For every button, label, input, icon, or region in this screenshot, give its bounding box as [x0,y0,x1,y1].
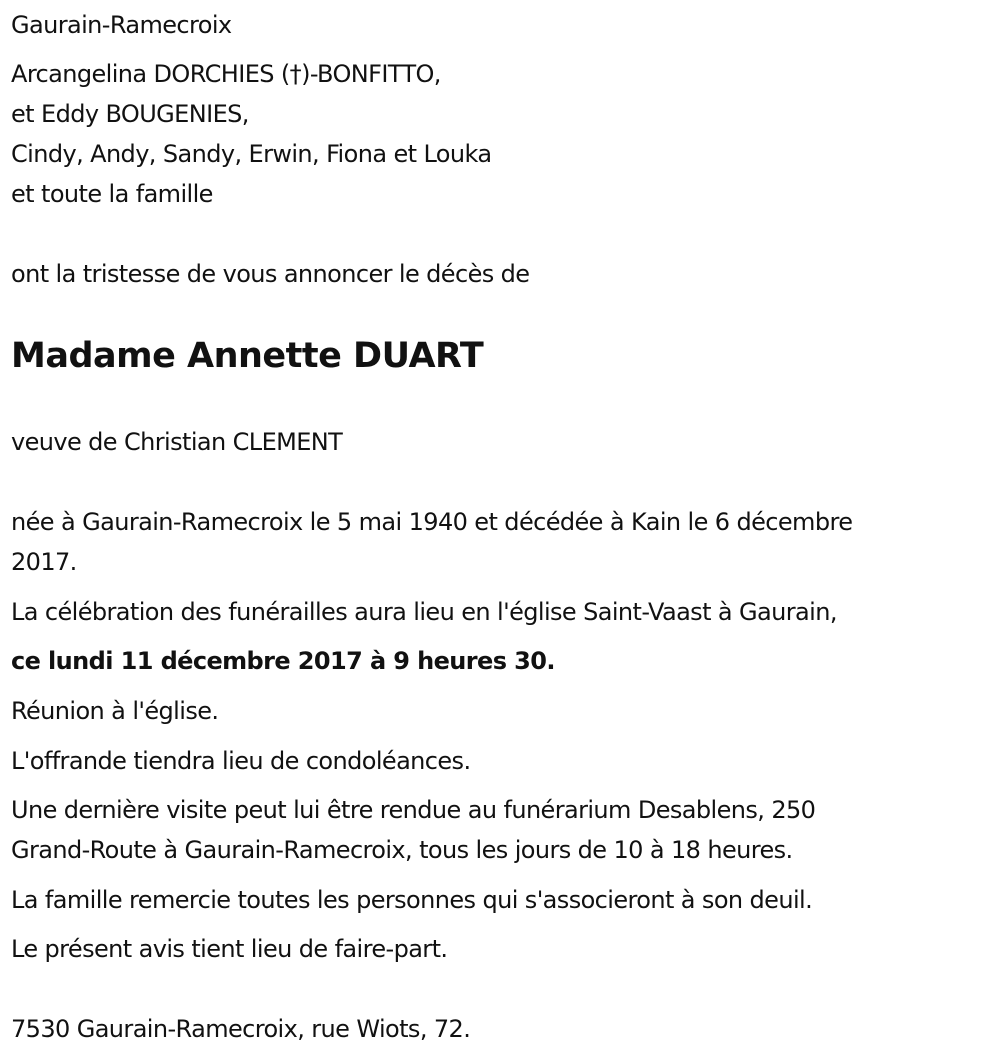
notice-statement-text: Le présent avis tient lieu de faire-part. [11,935,448,963]
birth-death-text: 2017. [11,548,77,576]
thanks-text: La famille remercie toutes les personnes qui s'associeront à son deuil. [11,886,813,914]
gathering-text: Réunion à l'église. [11,697,219,725]
widow-of-text: veuve de Christian CLEMENT [11,428,343,456]
offering-text: L'offrande tiendra lieu de condoléances. [11,747,471,775]
announcement-text: ont la tristesse de vous annoncer le décès de [11,260,530,288]
visit-text: Une dernière visite peut lui être rendue au funérarium Desablens, 250 [11,796,816,824]
funeral-datetime-text: ce lundi 11 décembre 2017 à 9 heures 30. [11,647,555,675]
address-text: 7530 Gaurain-Ramecroix, rue Wiots, 72. [11,1015,471,1043]
funeral-location-text: La célébration des funérailles aura lieu en l'église Saint-Vaast à Gaurain, [11,598,837,626]
deceased-name: Madame Annette DUART [11,336,484,376]
family-line: et Eddy BOUGENIES, [11,100,249,128]
family-line: Cindy, Andy, Sandy, Erwin, Fiona et Louka [11,140,492,168]
birth-death-text: née à Gaurain-Ramecroix le 5 mai 1940 et décédée à Kain le 6 décembre [11,508,853,536]
location-header: Gaurain-Ramecroix [11,11,232,39]
family-line: et toute la famille [11,180,213,208]
family-line: Arcangelina DORCHIES (†)-BONFITTO, [11,60,441,88]
visit-text: Grand-Route à Gaurain-Ramecroix, tous les jours de 10 à 18 heures. [11,836,793,864]
